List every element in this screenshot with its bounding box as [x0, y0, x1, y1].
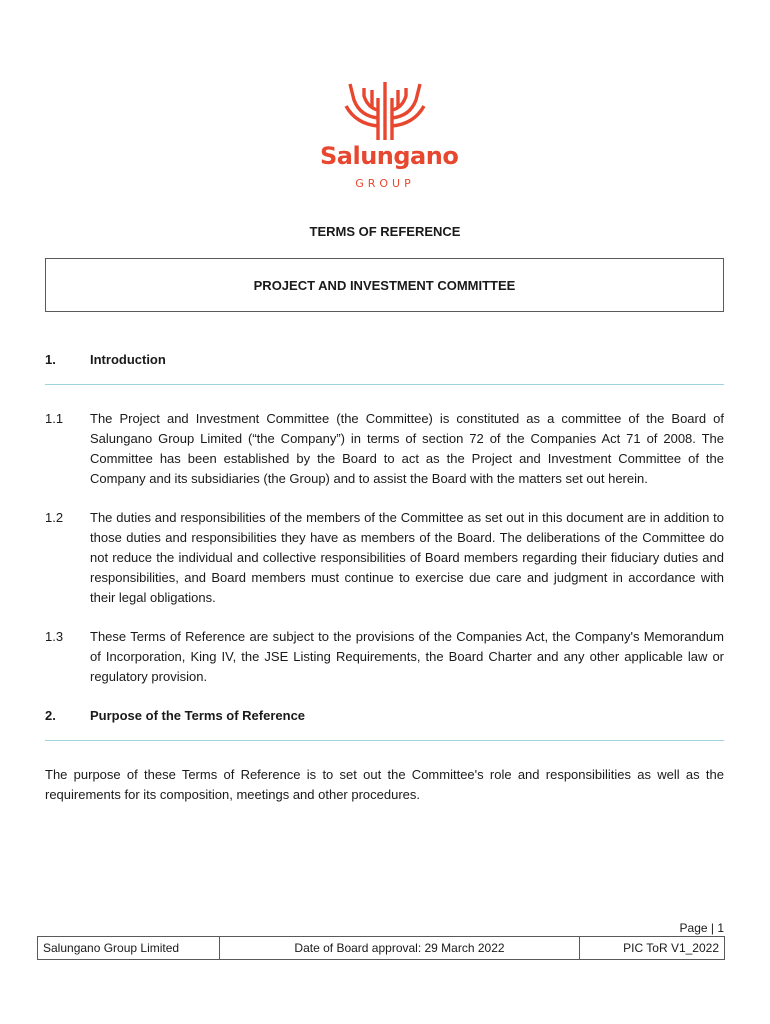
committee-title: PROJECT AND INVESTMENT COMMITTEE [253, 277, 516, 293]
section-divider [45, 384, 724, 385]
clause-text: The Project and Investment Committee (the Committee) is constituted as a committee of the Board of Salungano Group Limited (“the Company”) in terms of section 72 of the Companies Act 71 of 2008. The Committee has been established by the Board to act as the Project and Investment Committee of the Company and its subsidiaries (the Group) and to assist the Board with the matters set out herein. [90, 411, 724, 486]
company-logo [320, 78, 459, 193]
clause-number: 1.2 [45, 510, 64, 525]
footer-version: PIC ToR V1_2022 [623, 941, 719, 955]
section-divider [45, 740, 724, 741]
logo-wordmark: Salungano [320, 142, 459, 170]
clause-1-3 [45, 627, 724, 687]
section-title: Introduction [90, 352, 166, 367]
section-number: 1. [45, 352, 56, 367]
clause-1-1 [45, 409, 724, 489]
footer-table [37, 936, 725, 960]
document-title: TERMS OF REFERENCE [309, 224, 461, 239]
clause-1-2 [45, 508, 724, 608]
clause-text: The duties and responsibilities of the members of the Committee as set out in this document are in addition to those duties and responsibilities they have as members of the Board. The deliberations of the Committee do not reduce the individual and collective responsibilities of Board members regarding their fiduciary duties and responsibilities, and Board members must continue to exercise due care and judgment in accordance with their legal obligations. [90, 510, 724, 605]
logo-subtitle: GROUP [355, 177, 415, 190]
page-number: Page | 1 [679, 921, 724, 935]
footer-approval-date: Date of Board approval: 29 March 2022 [220, 937, 580, 959]
committee-title-box [45, 258, 724, 312]
section-title: Purpose of the Terms of Reference [90, 708, 306, 723]
clause-number: 1.3 [45, 629, 64, 644]
section-number: 2. [45, 708, 56, 723]
clause-text: These Terms of Reference are subject to the provisions of the Companies Act, the Company's Memorandum of Incorporation, King IV, the JSE Listing Requirements, the Board Charter and any other applicable law or regulatory provision. [90, 629, 724, 684]
purpose-paragraph: The purpose of these Terms of Reference is to set out the Committee's role and responsibilities as well as the requirements for its composition, meetings and other procedures. [45, 767, 724, 802]
clause-number: 1.1 [45, 411, 64, 426]
tree-logo-icon [320, 78, 450, 142]
footer-company: Salungano Group Limited [38, 937, 220, 959]
